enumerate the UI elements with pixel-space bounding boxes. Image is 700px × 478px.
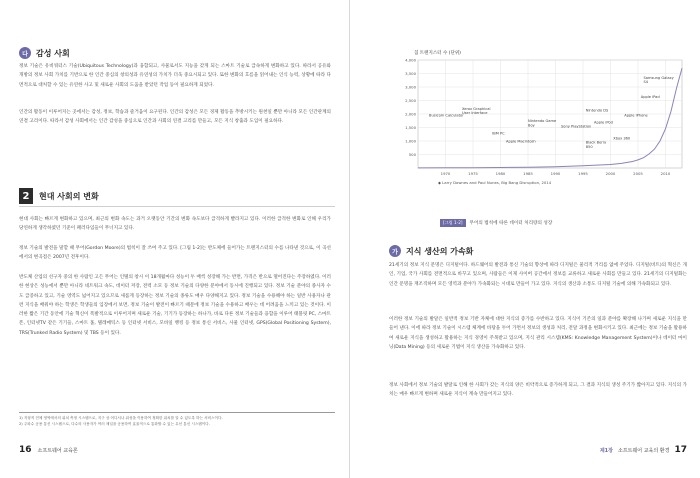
book-title: 소프트웨어 교육론	[37, 447, 78, 454]
y-tick-label: 1,500	[405, 125, 416, 130]
chart-annotation: Apple iPad	[640, 94, 660, 99]
section-badge: 가	[389, 245, 401, 257]
x-tick-label: 1985	[523, 171, 533, 176]
page-footer	[600, 440, 687, 460]
x-tick-label: 1970	[440, 171, 451, 176]
footnote: 2) 주파수 공용 통신 시스템으로, 다수의 사용자가 여러 채널을 공용하여 효율적으로 통화할 수 있는 무선 통신 시스템이다.	[19, 421, 210, 426]
chart-annotation: IBM PC	[492, 131, 505, 136]
paragraph: 반도체 산업의 선구자 중의 한 사람인 고든 무어는 인텔의 창시 이 18개월마다 성능이 두 배씩 성장해 가는 반면, 가격은 반으로 떨어진다는 주장하였다. 이러한 현상은 성능에서 뿐만 아니라 네트워크 속도, 데이터 저장, 전력 소모 등 정보 기술의 다양한 분야에서 동시에 진행되고 있다. 정보 기술 분야의 종사자 수도 급증하고 있고, 기술 영역도 넓어지고 있으므로 새롭게 등장하는 정보 기술의 종류도 매우 다양해지고 있다. 정보 기술을 수용해야 하는 일반 사용자나 관련 지식을 배워야 하는 학생은 학생들의 입장에서 보면, 정보 기술이 발전이 빠르기 때문에 정보 기술을 수용하고 배우는 데 어려움을 느끼고 있는 것이다. 이러한 짧은 기간 동안에 기술 혁신이 폭발적으로 이루어지며 새로운 기술, 기기가 등장하는 하나가, 바로 다른 정보 기술들과 융합을 이루어 태블릿 PC, 스마트폰, 인터넷TV 같은 기기들, 스마트 홈, 텔레매틱스 등 인터넷 서비스, 모바일 뱅킹 등 정보 통신 서비스, 사물 인터넷, GPS(Global Positioning System), TRS(Trunked Radio System) 및 TBS 등이 있다.	[19, 275, 331, 336]
chart-annotation: Sony PlayStation	[561, 124, 592, 129]
y-tick-label: 1,000	[405, 138, 416, 144]
x-tick-label: 1990	[550, 171, 561, 176]
y-tick-label: 2,000	[405, 111, 416, 117]
x-tick-label: 1995	[578, 171, 588, 176]
footnotes	[19, 412, 335, 427]
chart-annotation: Nintendo Game Boy	[528, 119, 557, 128]
paragraph: 이러한 정보 기술의 발달은 일반적 정보 기반 자체에 대한 지식의 증가를 수반하고 있다. 지식이 기존의 일과 분야를 확장해 나가며 새로운 지식을 만들어 낸다. 이에 따라 정보 기술이 시스템 체계에 바탕을 두어 가면서 정보의 생성과 처리, 전달 과정을 변화시키고 있다. 최근에는 정보 기술을 활용하여 새로운 지식을 생성하고 활용하는 지식 경영이 주목받고 있으며, 지식 관리 시스템(KMS: Knowledge Management System)이나 데이터 마이닝(Data Mining) 등의 새로운 기법이 지식 생산을 가속화하고 있다.	[389, 317, 687, 350]
chapter-title: 현대 사회의 변화	[39, 191, 99, 201]
chart-annotation: Busicom Calculator	[429, 113, 464, 118]
chart-annotation: Xbox 360	[613, 136, 631, 141]
section-heading	[389, 245, 473, 257]
x-tick-label: 2005	[633, 171, 643, 176]
y-tick-label: 500	[408, 152, 416, 157]
moores-law-chart	[390, 48, 690, 210]
paragraph: 정보 기술은 유비쿼터스 기술(Ubiquitous Technology)과 융합되고, 사물로서도 지능을 갖게 되는 스마트 기술로 급속하게 변화하고 있다. 따라서 공유와 개방의 정보 사회 가치를 기반으로 한 인간 중심의 창의성과 유연성의 가치가 더욱 중요시되고 있다. 또한 변화의 흐름을 읽어내는 인식 능력, 상황에 따라 다면적으로 대처할 수 있는 유연한 사고 및 새로운 사회의 도움을 받았던 작업 등이 필요하게 되었다.	[19, 64, 331, 88]
y-tick-label: 4,000	[405, 57, 416, 63]
paragraph: 정보 사회에서 정보 기술의 발달로 인해 한 사회가 갖는 지식의 양은 비약적으로 증가하게 되고, 그 결과 지식의 생성 주기가 짧아지고 있다. 지식의 가치는 매우 빠르게 변하며 새로운 지식이 계속 만들어지고 있다.	[389, 383, 687, 398]
section-title: 지식 생산의 가속화	[406, 246, 474, 256]
chapter-heading	[19, 188, 99, 204]
x-tick-label: 2000	[605, 171, 616, 176]
chart-svg	[390, 48, 690, 210]
y-axis-label: 칩 트랜지스터 수 (단위)	[414, 51, 461, 56]
paragraph: 정보 기술의 발전을 말할 때 무어(Gordon Moore)의 법칙이 잘 쓰여 주고 있다. [그림 1-2]는 반도체에 들어가는 트랜지스터의 수를 나타낸 것으로, 이 곡선에서의 변곡점은 2007년 전후이다.	[19, 246, 331, 261]
chart-annotation: Apple Macintosh	[506, 139, 536, 144]
divider	[19, 206, 335, 207]
paragraph: 21세기의 정보 지식 문명은 디지털이다. 하드웨어의 발전과 통신 기술의 향상에 따라 디지털은 물리적 거리를 없애 주었다. 디지털(비트)의 혁신은 개인, 기업, 국가 사회를 전면적으로 바꾸고 있으며, 사람들은 이제 사이버 공간에서 정보를 교류하고 새로운 사회를 만들고 있다. 21세기의 디지털화는 인간 문명을 재조직하며 모든 영역과 분야가 가속화되는 시대로 만들어 가고 있다. 지식의 생산과 소통도 디지털 기술에 의해 가속화되고 있다.	[389, 263, 687, 287]
chart-annotation: Xerox Graphical User Interface	[462, 106, 491, 116]
x-tick-label: 1980	[495, 171, 506, 176]
chapter-label: 제1장	[599, 447, 613, 454]
section-heading	[19, 47, 70, 59]
book-title: 소프트웨어 교육의 환경	[617, 447, 670, 454]
figure-tag: [그림 1-2]	[440, 219, 466, 227]
chart-annotation: Apple iPhone	[624, 113, 648, 118]
section-badge: 다	[19, 47, 31, 59]
page-number: 16	[19, 445, 32, 455]
figure-caption-text: 무어의 법칙에 따른 데이터 처리량의 성장	[469, 221, 553, 226]
chart-annotation: Black Berry 850	[585, 140, 607, 149]
page-number: 17	[674, 445, 687, 455]
y-tick-label: 3,500	[405, 71, 416, 76]
x-tick-label: 2010	[660, 171, 671, 176]
chart-annotation: Apple iPod	[594, 120, 613, 125]
chart-annotation: Samsung Galaxy S4	[643, 75, 674, 85]
chapter-number: 2	[19, 188, 33, 204]
x-tick-label: 1975	[468, 171, 478, 176]
chart-source: ◆ Larry Downes and Paul Nunes, Big Bang Disruption, 2014	[438, 180, 552, 185]
page-footer	[19, 440, 78, 460]
paragraph: 인간의 활동이 이루어지는 곳에서는 감성, 정보, 학습과 즐거움이 요구된다. 인간의 감성은 모든 경제 활동을 추방시키는 원천일 뿐만 아니라 모든 인간관계의 연결 고리이다. 따라서 감성 사회에서는 인간 감성을 중심으로 인간과 사회의 연결 고리를 만들고, 모든 지식 창출과 도입이 필요하다.	[19, 110, 331, 125]
y-tick-label: 3,000	[405, 84, 416, 90]
y-tick-label: 2,500	[405, 98, 416, 103]
paragraph: 현대 사회는 빠르게 변화하고 있으며, 최근의 변화 속도는 과거 오랫동안 기간의 변화 속도보다 급격하게 빨라지고 있다. 이러한 급격한 변화로 인해 우리가 당연하게 생각하였던 기준이 패러다임들이 무너지고 있다.	[19, 217, 331, 232]
chart-annotation: Nintendo DS	[585, 108, 609, 113]
figure-caption	[440, 219, 552, 227]
section-title: 감성 사회	[36, 48, 70, 58]
footnote: 1) 지형적 전체 영역에서의 위치 측정 시스템으로, 지구 상 어디서나 위성을 이용하여 정확한 위치를 알 수 있도록 하는 서비스이다.	[19, 416, 223, 420]
